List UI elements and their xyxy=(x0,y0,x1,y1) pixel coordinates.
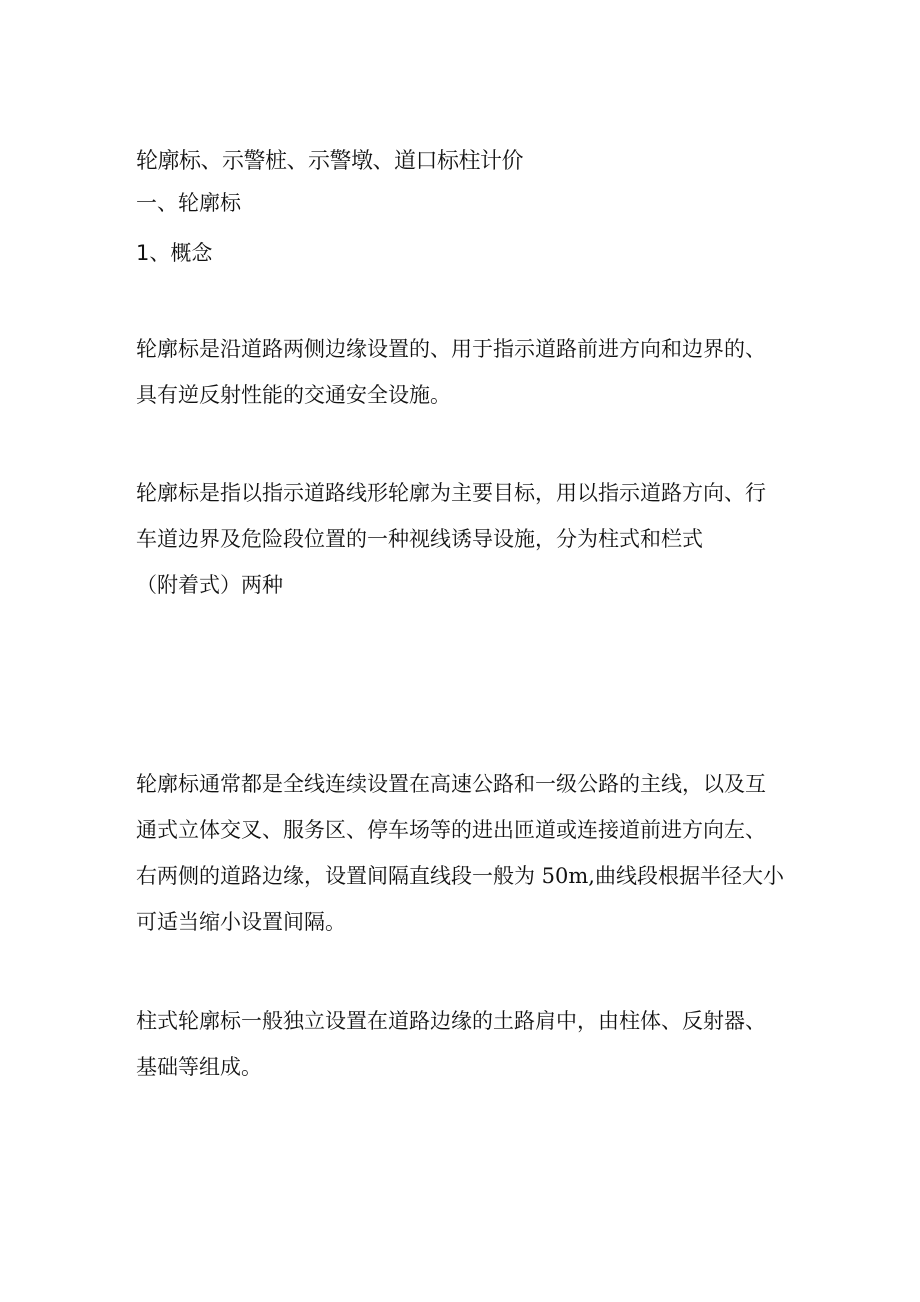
paragraph-line: 右两侧的道路边缘，设置间隔直线段一般为 50m,曲线段根据半径大小 xyxy=(136,864,784,888)
paragraph-line: 具有逆反射性能的交通安全设施。 xyxy=(136,383,451,407)
paragraph-placement xyxy=(136,761,796,945)
paragraph-line: 通式立体交叉、服务区、停车场等的进出匝道或连接道前进方向左、 xyxy=(136,818,766,842)
paragraph-line: 柱式轮廓标一般独立设置在道路边缘的土路肩中，由柱体、反射器、 xyxy=(136,1009,766,1033)
subsection-number: 1、 xyxy=(136,241,171,265)
paragraph-line: （附着式）两种 xyxy=(136,573,283,597)
paragraph-line: 可适当缩小设置间隔。 xyxy=(136,910,346,934)
paragraph-purpose xyxy=(136,470,796,608)
section-heading: 一、轮廓标 xyxy=(136,191,241,215)
paragraph-line: 轮廓标通常都是全线连续设置在高速公路和一级公路的主线，以及互 xyxy=(136,772,766,796)
paragraph-line: 车道边界及危险段位置的一种视线诱导设施，分为柱式和栏式 xyxy=(136,527,703,551)
paragraph-line: 轮廓标是指以指示道路线形轮廓为主要目标，用以指示道路方向、行 xyxy=(136,481,766,505)
paragraph-column-type xyxy=(136,998,796,1090)
document-title: 轮廓标、示警桩、示警墩、道口标柱计价 xyxy=(136,149,524,174)
paragraph-line: 基础等组成。 xyxy=(136,1055,262,1079)
paragraph-line: 轮廓标是沿道路两侧边缘设置的、用于指示道路前进方向和边界的、 xyxy=(136,337,766,361)
subsection-heading xyxy=(136,237,212,267)
paragraph-definition xyxy=(136,326,796,418)
subsection-label: 概念 xyxy=(170,241,213,265)
